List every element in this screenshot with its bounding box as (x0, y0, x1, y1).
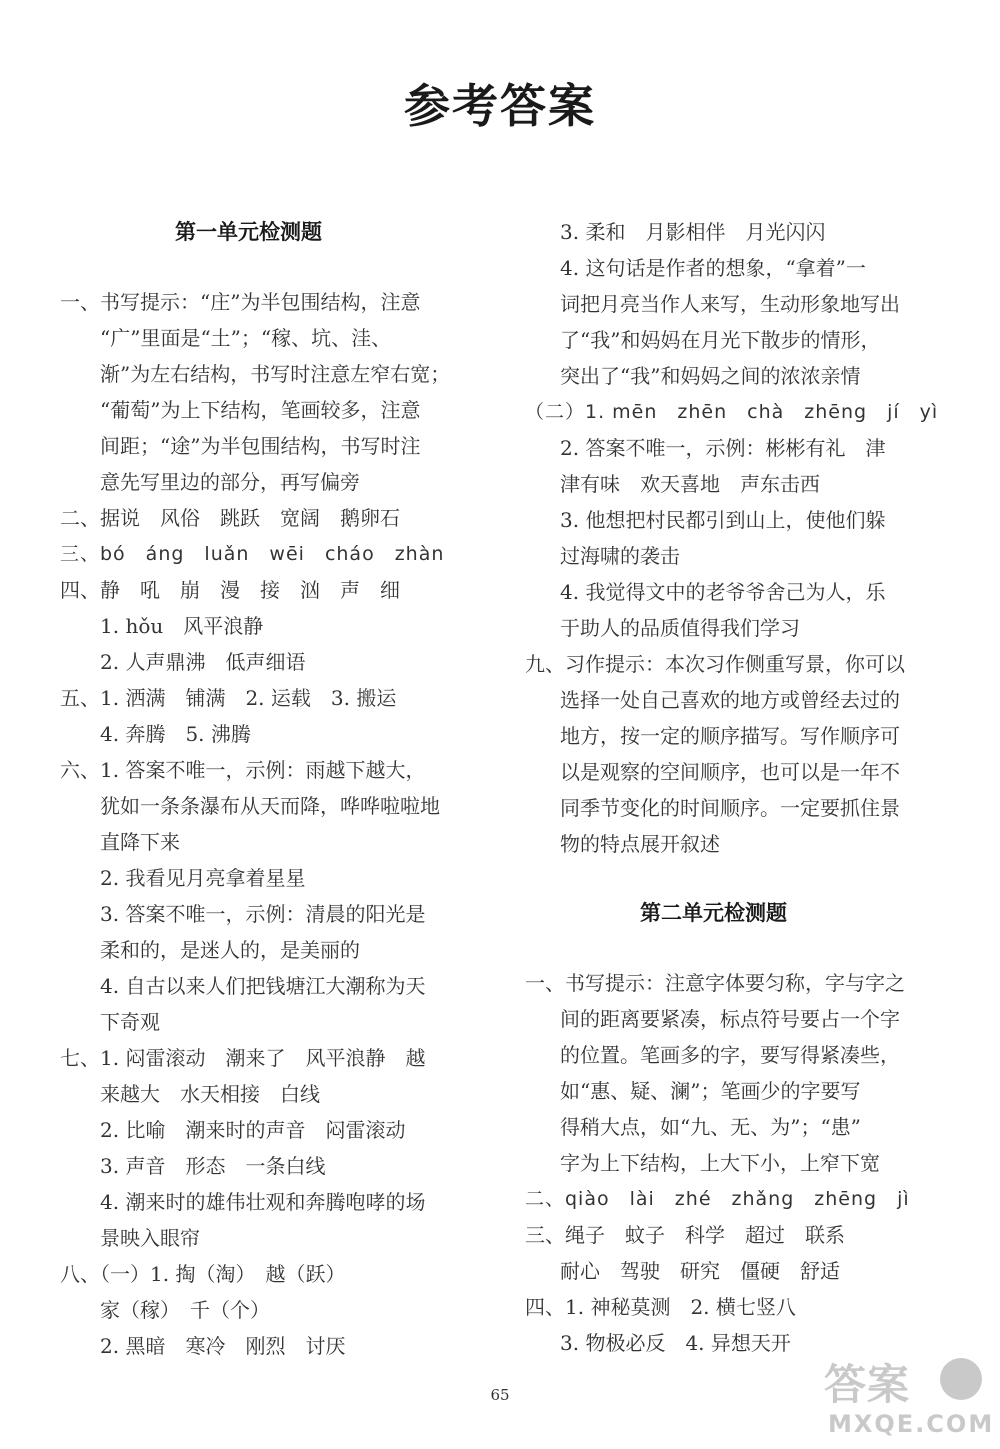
answer-line: 渐”为左右结构，书写时注意左窄右宽； (100, 362, 451, 386)
answer-line-pinyin: 二、qiào lài zhé zhǎng zhēng jì (525, 1188, 910, 1210)
answer-line: 九、习作提示：本次习作侧重写景，你可以 (525, 652, 905, 676)
answer-line: 家（稼） 千（个） (100, 1298, 270, 1322)
answer-line: 2. 答案不唯一，示例：彬彬有礼 津 (560, 436, 886, 460)
answer-line: “广”里面是“土”；“稼、坑、洼、 (100, 326, 392, 350)
answer-line: 词把月亮当作人来写，生动形象地写出 (560, 292, 900, 316)
answer-line: 间距；“途”为半包围结构，书写时注 (100, 434, 421, 458)
answer-line: 2. 黑暗 寒冷 刚烈 讨厌 (100, 1334, 346, 1358)
answer-line: 选择一处自己喜欢的地方或曾经去过的 (560, 688, 900, 712)
watermark-logo (822, 1352, 995, 1442)
page-title: 参考答案 (404, 79, 596, 133)
answer-line: 2. 比喻 潮来时的声音 闷雷滚动 (100, 1118, 406, 1142)
page-number: 65 (490, 1386, 510, 1404)
answer-line: 五、1. 洒满 铺满 2. 运载 3. 搬运 (60, 686, 397, 710)
answer-line: 柔和的，是迷人的，是美丽的 (100, 938, 360, 962)
answer-line: 4. 自古以来人们把钱塘江大潮称为天 (100, 974, 426, 998)
answer-line-pinyin: 三、bó áng luǎn wēi cháo zhàn (60, 543, 445, 565)
answer-line: 意先写里边的部分，再写偏旁 (100, 470, 360, 494)
answer-line: 4. 我觉得文中的老爷爷舍己为人，乐 (560, 580, 886, 604)
answer-line: 间的距离要紧凑，标点符号要占一个字 (560, 1007, 900, 1031)
answer-line: 一、书写提示：“庄”为半包围结构，注意 (60, 290, 421, 314)
answer-line: 物的特点展开叙述 (560, 832, 720, 856)
answer-line: “葡萄”为上下结构，笔画较多，注意 (100, 398, 421, 422)
answer-line: 突出了“我”和妈妈之间的浓浓亲情 (560, 364, 861, 388)
answer-line: 耐心 驾驶 研究 僵硬 舒适 (560, 1259, 840, 1283)
unit1-heading: 第一单元检测题 (175, 219, 322, 244)
answer-line: 过海啸的袭击 (560, 544, 680, 568)
answer-line: 以是观察的空间顺序，也可以是一年不 (560, 760, 900, 784)
answer-line: 四、1. 神秘莫测 2. 横七竖八 (525, 1295, 796, 1319)
answer-line: 犹如一条条瀑布从天而降，哗哗啦啦地 (100, 794, 440, 818)
answer-line: 四、静 吼 崩 漫 接 汹 声 细 (60, 578, 400, 602)
answer-line: 如“惠、疑、澜”；笔画少的字要写 (560, 1079, 861, 1103)
answer-line: 得稍大点，如“九、无、为”；“患” (560, 1115, 861, 1139)
answer-line-pinyin: （二）1. mēn zhēn chà zhēng jí yì (525, 401, 939, 423)
answer-line: 3. 物极必反 4. 异想天开 (560, 1331, 791, 1355)
answer-line: 2. 我看见月亮拿着星星 (100, 866, 306, 890)
answer-line: 了“我”和妈妈在月光下散步的情形， (560, 328, 881, 352)
answer-line: 4. 奔腾 5. 沸腾 (100, 722, 251, 746)
answer-line: 的位置。笔画多的字，要写得紧凑些， (560, 1043, 900, 1067)
answer-line: 字为上下结构，上大下小，上窄下宽 (560, 1151, 880, 1175)
watermark-site: MXQE.COM (828, 1410, 995, 1438)
answer-line: 地方，按一定的顺序描写。写作顺序可 (560, 724, 900, 748)
answer-line: 二、据说 风俗 跳跃 宽阔 鹅卵石 (60, 506, 400, 530)
answer-line: 4. 这句话是作者的想象，“拿着”一 (560, 256, 866, 280)
watermark-circle-icon (940, 1358, 982, 1400)
answer-line: 2. 人声鼎沸 低声细语 (100, 650, 306, 674)
answer-line: 直降下来 (100, 830, 180, 854)
answer-line: 津有味 欢天喜地 声东击西 (560, 472, 820, 496)
answer-line: 三、绳子 蚊子 科学 超过 联系 (525, 1223, 845, 1247)
answer-line: 4. 潮来时的雄伟壮观和奔腾咆哮的场 (100, 1190, 426, 1214)
answer-line: 3. 声音 形态 一条白线 (100, 1154, 326, 1178)
answer-line: 八、（一）1. 掏（淘） 越（跃） (60, 1262, 346, 1286)
answer-line: 3. 他想把村民都引到山上，使他们躲 (560, 508, 886, 532)
answer-line: 1. hǒu 风平浪静 (100, 614, 264, 638)
answer-line: 七、1. 闷雷滚动 潮来了 风平浪静 越 (60, 1046, 426, 1070)
answer-line: 3. 答案不唯一，示例：清晨的阳光是 (100, 902, 426, 926)
unit2-heading: 第二单元检测题 (640, 900, 787, 925)
answer-line: 来越大 水天相接 白线 (100, 1082, 320, 1106)
watermark-text: 答案 (824, 1360, 911, 1409)
answer-line: 同季节变化的时间顺序。一定要抓住景 (560, 796, 900, 820)
answer-line: 于助人的品质值得我们学习 (560, 616, 800, 640)
answer-line: 六、1. 答案不唯一，示例：雨越下越大， (60, 758, 426, 782)
answer-line: 景映入眼帘 (100, 1226, 200, 1250)
answer-line: 一、书写提示：注意字体要匀称，字与字之 (525, 971, 905, 995)
answer-line: 3. 柔和 月影相伴 月光闪闪 (560, 220, 826, 244)
answer-line: 下奇观 (100, 1010, 160, 1034)
